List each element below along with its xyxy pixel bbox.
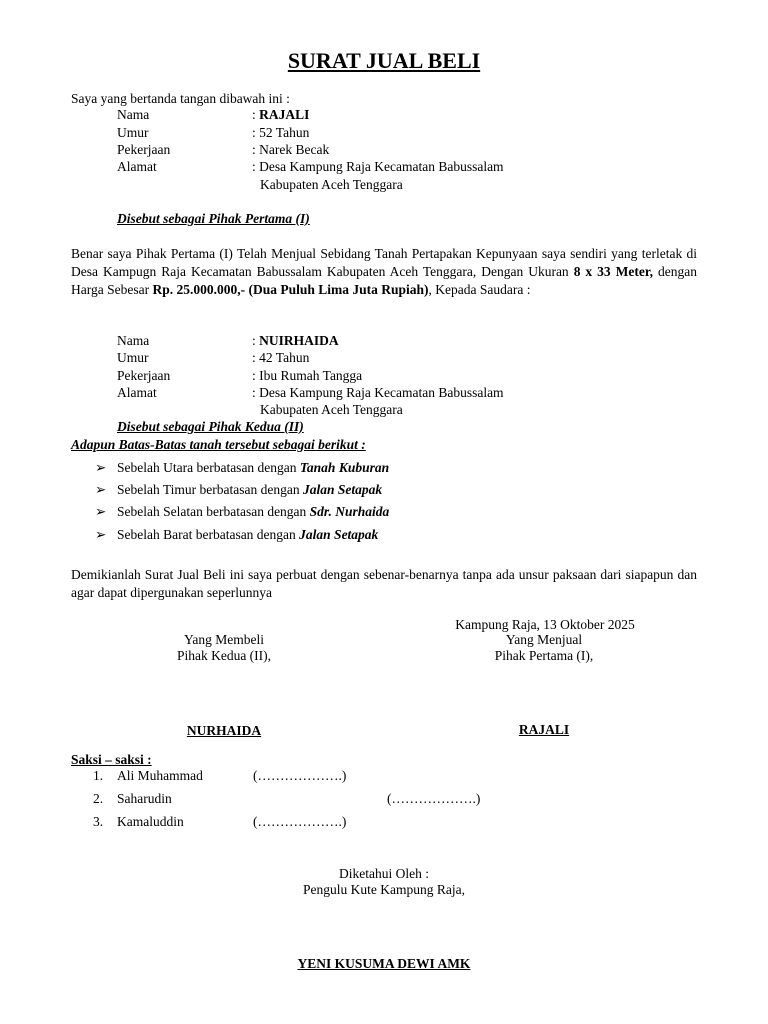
field-value-wrap: : Desa Kampung Raja Kecamatan Babussalam xyxy=(252,385,504,400)
closing-paragraph: Demikianlah Surat Jual Beli ini saya perbuat dengan sebenar-benarnya tanpa ada unsur paksaan dari siapapun dan agar dapat dipergunakan seperlunnya xyxy=(71,567,697,600)
witness-num: 3. xyxy=(93,814,104,829)
party1-name-value: RAJALI xyxy=(259,107,310,122)
party1-job-value: Narek Becak xyxy=(259,142,330,157)
boundary-text: Sebelah Timur berbatasan dengan xyxy=(117,482,303,497)
boundary-text: Sebelah Utara berbatasan dengan xyxy=(117,460,300,475)
statement-part3: , Kepada Saudara : xyxy=(428,282,531,297)
field-value-wrap: : NUIRHAIDA xyxy=(252,333,339,348)
buyer-name: NURHAIDA xyxy=(186,723,262,738)
boundary-item-south xyxy=(95,503,389,521)
seller-role: Yang Menjual xyxy=(505,632,583,647)
witness-num: 1. xyxy=(93,768,104,783)
field-value-wrap: : Ibu Rumah Tangga xyxy=(252,368,363,383)
field-value-wrap: : Desa Kampung Raja Kecamatan Babussalam xyxy=(252,159,504,174)
arrow-bullet-icon: ➢ xyxy=(95,482,107,497)
field-value-wrap: : RAJALI xyxy=(252,107,310,122)
boundary-text: Sebelah Selatan berbatasan dengan xyxy=(117,504,310,519)
boundary-value: Jalan Setapak xyxy=(299,527,379,542)
witness-name: Saharudin xyxy=(117,791,172,806)
boundary-text: Sebelah Barat berbatasan dengan xyxy=(117,527,300,542)
field-label: Umur xyxy=(117,350,149,365)
party2-age-value: 42 Tahun xyxy=(259,350,310,365)
field-label: Umur xyxy=(117,125,149,140)
sale-price: Rp. 25.000.000,- (Dua Puluh Lima Juta Rupiah) xyxy=(152,282,429,297)
field-value-wrap: : 52 Tahun xyxy=(252,125,310,140)
statement-part1: Benar saya Pihak Pertama (I) Telah Menjual Sebidang Tanah Pertapakan Kepunyaan saya sendiri yang terletak di Desa Kampugn Raja Kecamatan Babussalam Kabupaten Aceh Tenggara, Dengan Ukuran xyxy=(71,246,697,279)
seller-name: RAJALI xyxy=(518,722,570,737)
seller-party: Pihak Pertama (I), xyxy=(494,648,594,663)
land-size: 8 x 33 Meter, xyxy=(573,264,654,279)
party2-address-line2: Kabupaten Aceh Tenggara xyxy=(260,402,403,417)
party2-name-value: NUIRHAIDA xyxy=(259,333,339,348)
sale-statement-paragraph xyxy=(71,245,697,299)
field-label: Alamat xyxy=(117,159,157,174)
party2-designation: Disebut sebagai Pihak Kedua (II) xyxy=(117,419,304,434)
arrow-bullet-icon: ➢ xyxy=(95,504,107,519)
document-title: SURAT JUAL BELI xyxy=(287,48,481,73)
statement-part2: dengan Harga Sebesar xyxy=(71,264,697,297)
boundary-value: Sdr. Nurhaida xyxy=(309,504,390,519)
boundary-value: Tanah Kuburan xyxy=(299,460,390,475)
buyer-party: Pihak Kedua (II), xyxy=(176,648,272,663)
field-label: Nama xyxy=(117,107,150,122)
boundary-item-east xyxy=(95,481,382,499)
arrow-bullet-icon: ➢ xyxy=(95,527,107,542)
field-label: Nama xyxy=(117,333,150,348)
arrow-bullet-icon: ➢ xyxy=(95,460,107,475)
boundary-item-north xyxy=(95,459,389,477)
witness-signature-line: (……………….) xyxy=(387,791,481,806)
party1-address-line2: Kabupaten Aceh Tenggara xyxy=(260,177,403,192)
witness-signature-line: (……………….) xyxy=(253,768,347,783)
place-date: Kampung Raja, 13 Oktober 2025 xyxy=(455,617,635,632)
boundary-item-west xyxy=(95,526,378,544)
party1-age-value: 52 Tahun xyxy=(259,125,310,140)
field-label: Alamat xyxy=(117,385,157,400)
witness-name: Kamaluddin xyxy=(117,814,184,829)
party2-job-value: Ibu Rumah Tangga xyxy=(259,368,363,383)
field-value-wrap: : 42 Tahun xyxy=(252,350,310,365)
field-value-wrap: : Narek Becak xyxy=(252,142,330,157)
party1-designation: Disebut sebagai Pihak Pertama (I) xyxy=(117,211,310,226)
witness-num: 2. xyxy=(93,791,104,806)
boundaries-heading: Adapun Batas-Batas tanah tersebut sebagai berikut : xyxy=(71,437,366,452)
witness-name: Ali Muhammad xyxy=(117,768,203,783)
field-label: Pekerjaan xyxy=(117,142,171,157)
acknowledger-name: YENI KUSUMA DEWI AMK xyxy=(297,956,471,971)
acknowledged-by: Diketahui Oleh : xyxy=(339,866,429,881)
acknowledger-title: Pengulu Kute Kampung Raja, xyxy=(303,882,465,897)
witnesses-heading: Saksi – saksi : xyxy=(71,752,152,767)
intro-text: Saya yang bertanda tangan dibawah ini : xyxy=(71,91,290,106)
field-label: Pekerjaan xyxy=(117,368,171,383)
party1-address-value: Desa Kampung Raja Kecamatan Babussalam xyxy=(259,159,504,174)
witness-signature-line: (……………….) xyxy=(253,814,347,829)
buyer-role: Yang Membeli xyxy=(183,632,264,647)
boundary-value: Jalan Setapak xyxy=(302,482,383,497)
party2-address-value: Desa Kampung Raja Kecamatan Babussalam xyxy=(259,385,504,400)
